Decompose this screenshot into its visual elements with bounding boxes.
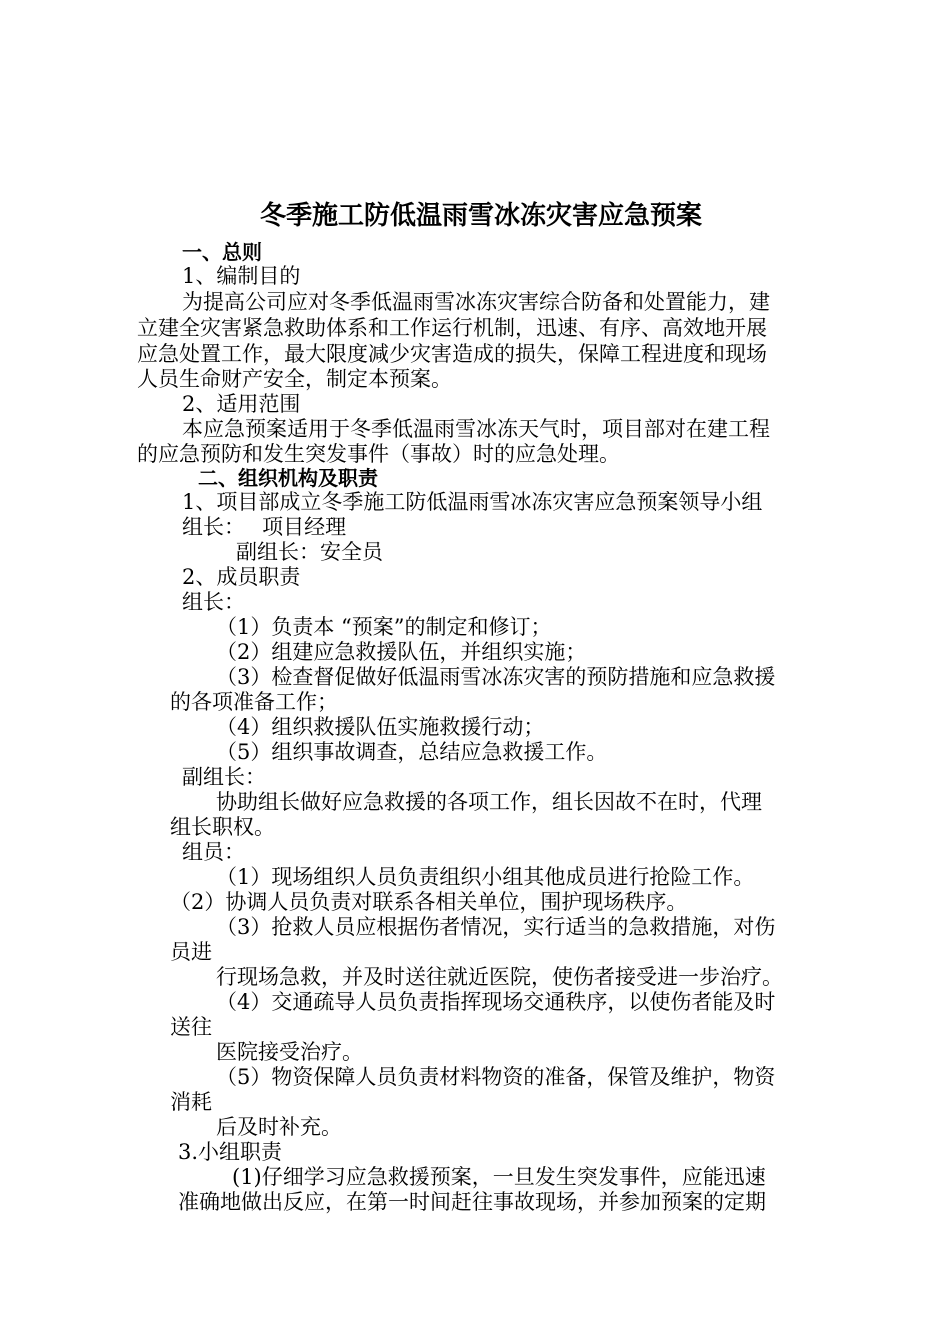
list-item: （5）组织事故调查，总结应急救援工作。 <box>216 740 608 764</box>
list-item-continuation: 员进 <box>170 940 212 964</box>
paragraph-line: 协助组长做好应急救援的各项工作，组长因故不在时，代理 <box>216 790 762 814</box>
list-item-continuation: 的各项准备工作； <box>170 690 338 714</box>
subheading-team: 1、项目部成立冬季施工防低温雨雪冰冻灾害应急预案领导小组 <box>182 490 763 514</box>
leader-label: 组长： <box>182 590 245 614</box>
document-title: 冬季施工防低温雨雪冰冻灾害应急预案 <box>260 201 703 231</box>
list-item: （5）物资保障人员负责材料物资的准备，保管及维护，物资 <box>216 1065 776 1089</box>
member-label: 组员： <box>182 840 245 864</box>
list-item-continuation: 医院接受治疗。 <box>216 1040 363 1064</box>
deputy-label: 副组长： <box>182 765 266 789</box>
list-item: （2）组建应急救援队伍，并组织实施； <box>216 640 587 664</box>
section-heading-organization: 二、组织机构及职责 <box>198 466 378 490</box>
paragraph-line: 应急处置工作，最大限度减少灾害造成的损失，保障工程进度和现场 <box>137 342 767 366</box>
subheading-scope: 2、适用范围 <box>182 392 301 416</box>
list-item: （1）现场组织人员负责组织小组其他成员进行抢险工作。 <box>216 865 755 889</box>
deputy-line: 副组长：安全员 <box>236 540 383 564</box>
subheading-duties: 2、成员职责 <box>182 565 301 589</box>
list-item: （2）协调人员负责对联系各相关单位，围护现场秩序。 <box>170 890 688 914</box>
paragraph-line: 立建全灾害紧急救助体系和工作运行机制，迅速、有序、高效地开展 <box>137 316 767 340</box>
list-item: （3）检查督促做好低温雨雪冰冻灾害的预防措施和应急救援 <box>216 665 776 689</box>
paragraph-line: 组长职权。 <box>170 815 275 839</box>
list-item: （3）抢救人员应根据伤者情况，实行适当的急救措施，对伤 <box>216 915 776 939</box>
subheading-group-duties: 3.小组职责 <box>178 1140 283 1164</box>
section-heading-general: 一、总则 <box>182 240 262 264</box>
list-item-continuation: 消耗 <box>170 1090 212 1114</box>
list-item: （4）组织救援队伍实施救援行动； <box>216 715 545 739</box>
list-item: （1）负责本 “预案”的制定和修订； <box>216 615 552 639</box>
list-item-continuation: 后及时补充。 <box>216 1115 342 1139</box>
list-item-continuation: 送往 <box>170 1015 212 1039</box>
paragraph-line: 人员生命财产安全，制定本预案。 <box>137 367 452 391</box>
list-item: （4）交通疏导人员负责指挥现场交通秩序，以使伤者能及时 <box>216 990 776 1014</box>
leader-line: 组长： 项目经理 <box>182 515 347 539</box>
paragraph-line: (1)仔细学习应急救援预案，一旦发生突发事件，应能迅速 <box>232 1165 766 1189</box>
paragraph-line: 为提高公司应对冬季低温雨雪冰冻灾害综合防备和处置能力，建 <box>182 290 770 314</box>
paragraph-line: 本应急预案适用于冬季低温雨雪冰冻天气时，项目部对在建工程 <box>182 417 770 441</box>
subheading-purpose: 1、编制目的 <box>182 264 301 288</box>
paragraph-line: 的应急预防和发生突发事件（事故）时的应急处理。 <box>137 442 620 466</box>
paragraph-line: 准确地做出反应，在第一时间赶往事故现场，并参加预案的定期 <box>178 1190 766 1214</box>
list-item-continuation: 行现场急救，并及时送往就近医院，使伤者接受进一步治疗。 <box>216 965 783 989</box>
